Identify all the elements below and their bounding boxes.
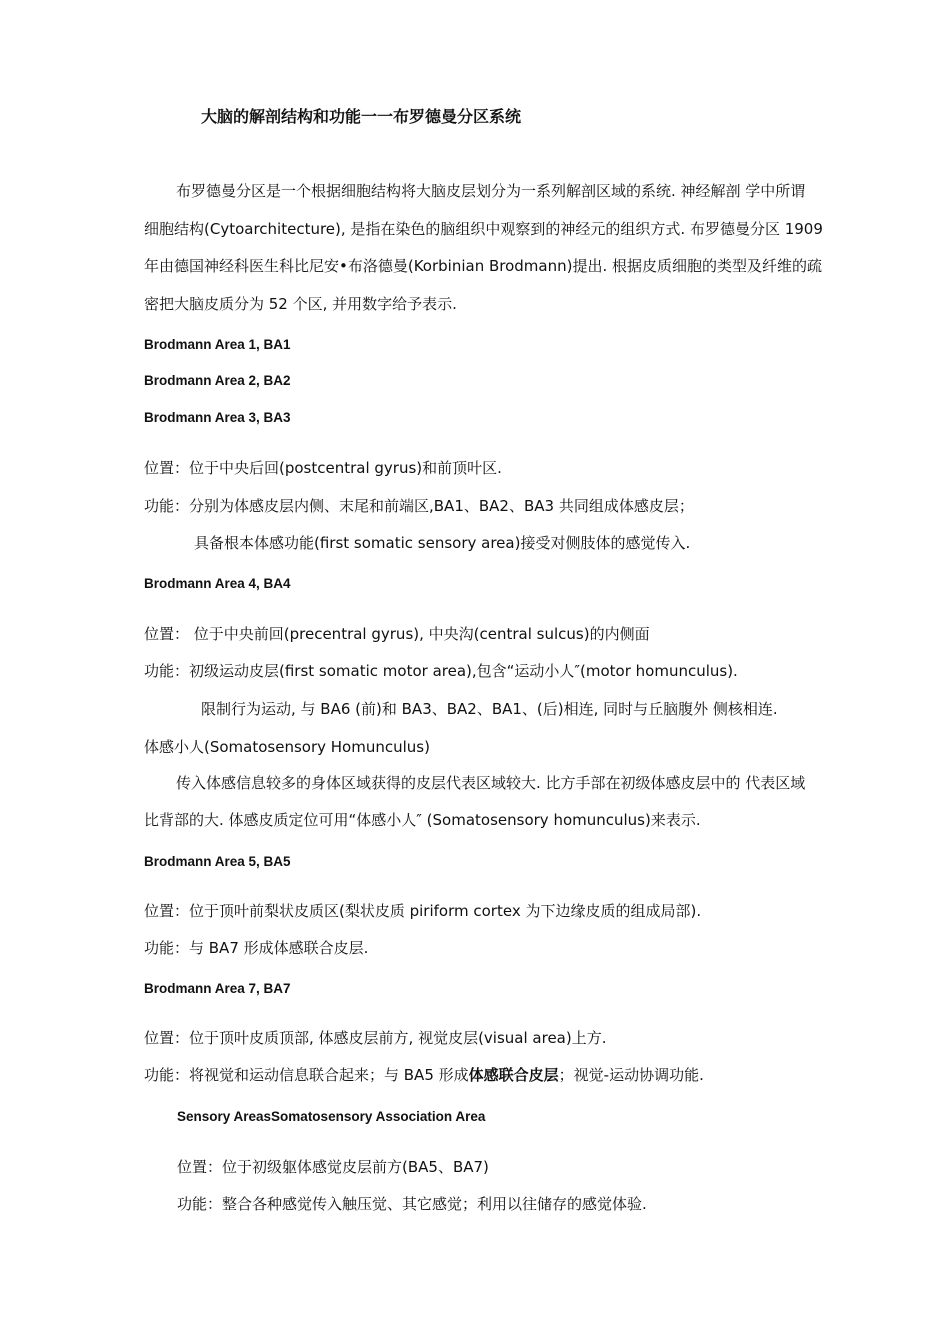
homunculus-line-2: 比背部的大. 体感皮质定位可用“体感小人″ (Somatosensory homunculus)来表示. [144, 811, 701, 829]
ba123-function: 功能：分别为体感皮层内侧、末尾和前端区,BA1、BA2、BA3 共同组成体感皮层； [144, 497, 694, 515]
page-title: 大脑的解剖结构和功能一一布罗德曼分区系统 [201, 107, 522, 126]
ba3-heading: Brodmann Area 3, BA3 [144, 410, 291, 425]
ba4-location: 位置： 位于中央前回(precentral gyrus), 中央沟(central sulcus)的内侧面 [144, 625, 650, 643]
ba4-heading: Brodmann Area 4, BA4 [144, 576, 291, 591]
ba7-location: 位置：位于顶叶皮质顶部, 体感皮层前方, 视觉皮层(visual area)上方. [144, 1029, 607, 1047]
association-location: 位置：位于初级躯体感觉皮层前方(BA5、BA7) [177, 1158, 489, 1176]
ba5-location: 位置：位于顶叶前梨状皮质区(梨状皮质 piriform cortex 为下边缘皮质的组成局部). [144, 902, 702, 920]
ba123-function-cont: 具备根本体感功能(first somatic sensory area)接受对侧肢体的感觉传入. [194, 534, 691, 552]
association-function: 功能：整合各种感觉传入触压觉、其它感觉；利用以往储存的感觉体验. [177, 1195, 647, 1213]
ba1-heading: Brodmann Area 1, BA1 [144, 337, 291, 352]
association-heading: Sensory AreasSomatosensory Association Area [177, 1109, 486, 1124]
ba7-function-bold: 体感联合皮层 [468, 1066, 559, 1084]
ba7-function-post: ；视觉-运动协调功能. [558, 1066, 704, 1084]
ba4-function-cont: 限制行为运动, 与 BA6 (前)和 BA3、BA2、BA1、(后)相连, 同时与丘脑腹外 侧核相连. [201, 700, 778, 718]
intro-line-3: 年由德国神经科医生科比尼安•布洛德曼(Korbinian Brodmann)提出. 根据皮质细胞的类型及纤维的疏 [144, 257, 822, 275]
intro-line-1: 布罗德曼分区是一个根据细胞结构将大脑皮层划分为一系列解剖区域的系统. 神经解剖 学中所谓 [176, 182, 806, 200]
intro-line-4: 密把大脑皮质分为 52 个区, 并用数字给予表示. [144, 295, 457, 313]
ba123-location: 位置：位于中央后回(postcentral gyrus)和前顶叶区. [144, 459, 502, 477]
ba7-function-pre: 功能：将视觉和运动信息联合起来；与 BA5 形成 [144, 1066, 469, 1084]
ba5-heading: Brodmann Area 5, BA5 [144, 854, 291, 869]
homunculus-heading: 体感小人(Somatosensory Homunculus) [144, 738, 430, 756]
ba4-function: 功能：初级运动皮层(first somatic motor area),包含“运动小人″(motor homunculus). [144, 662, 738, 680]
ba7-function [144, 1065, 704, 1085]
ba5-function: 功能：与 BA7 形成体感联合皮层. [144, 939, 369, 957]
ba2-heading: Brodmann Area 2, BA2 [144, 373, 291, 388]
intro-line-2: 细胞结构(Cytoarchitecture), 是指在染色的脑组织中观察到的神经元的组织方式. 布罗德曼分区 1909 [144, 220, 823, 238]
homunculus-line-1: 传入体感信息较多的身体区域获得的皮层代表区域较大. 比方手部在初级体感皮层中的 代表区域 [176, 774, 806, 792]
ba7-heading: Brodmann Area 7, BA7 [144, 981, 291, 996]
